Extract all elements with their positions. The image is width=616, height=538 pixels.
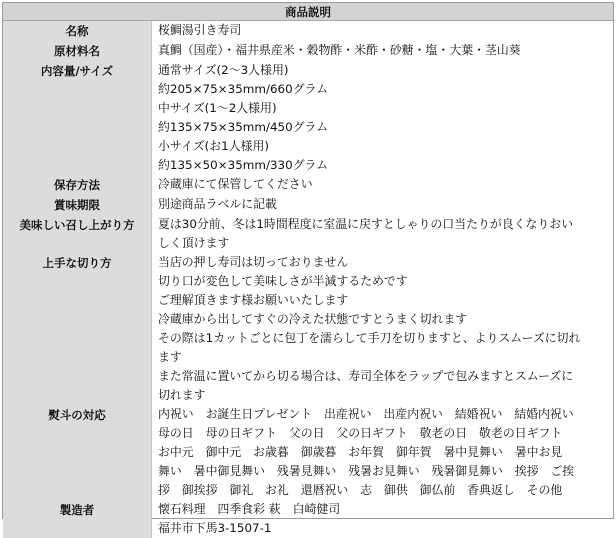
row-label [3, 175, 152, 195]
row-label-text: 製造者 [5, 501, 149, 520]
value-line: 福井市下馬3-1507-1 [158, 519, 611, 538]
table-row-expiry [3, 195, 613, 215]
value-line: 当店の押し寿司は切っておりません [158, 253, 611, 272]
value-line: 別途商品ラベルに記載 [158, 195, 611, 214]
value-line: 小サイズ(お1人様用) [158, 137, 611, 156]
value-line: 約135×75×35mm/450グラム [158, 118, 611, 137]
product-description-panel [2, 2, 614, 519]
value-line: 内祝い お誕生日プレゼント 出産祝い 出産内祝い 結婚祝い 結婚内祝い [158, 405, 611, 424]
value-line: 舞い 暑中御見舞い 残暑見舞い 残暑お見舞い 残暑御見舞い 挨拶 ご挨 [158, 462, 611, 481]
row-value [152, 195, 614, 215]
row-value [152, 61, 614, 175]
row-label-text: 原材料名 [5, 42, 149, 61]
value-line: ます [158, 348, 611, 367]
table-row-storage [3, 175, 613, 195]
table-row-how-to-eat [3, 215, 613, 253]
row-label [3, 500, 152, 538]
value-line: 約205×75×35mm/660グラム [158, 80, 611, 99]
row-label [3, 405, 152, 500]
row-label [3, 253, 152, 405]
value-line: 真鯛（国産）・福井県産米・穀物酢・米酢・砂糖・塩・大葉・茎山葵 [158, 41, 611, 60]
value-line: また常温に置いてから切る場合は、寿司全体をラップで包みますとスムーズに [158, 367, 611, 386]
table-row-noshi [3, 405, 613, 500]
row-label [3, 61, 152, 175]
value-line: その際は1カットごとに包丁を濡らして手刀を切りますと、よりスムーズに切れ [158, 329, 611, 348]
product-description-table [3, 3, 613, 538]
value-line: 夏は30分前、冬は1時間程度に室温に戻すとしゃりの口当たりが良くなりおい [158, 215, 611, 234]
row-label-text: 美味しい召し上がり方 [5, 216, 149, 235]
value-line: 切れます [158, 386, 611, 405]
table-row-manufacturer [3, 500, 613, 538]
row-label [3, 41, 152, 61]
table-body [3, 21, 613, 538]
value-line: 冷蔵庫にて保管してください [158, 175, 611, 194]
table-row-how-to-cut [3, 253, 613, 405]
row-label-text: 名称 [5, 22, 149, 41]
row-label [3, 21, 152, 42]
row-label [3, 195, 152, 215]
value-line: 桜鯛湯引き寿司 [158, 21, 611, 40]
table-row-ingredients [3, 41, 613, 61]
table-row-name [3, 21, 613, 42]
value-line: 懐石料理 四季食彩 萩 白崎健司 [158, 500, 611, 519]
value-line: 切り口が変色して美味しさが半減するためです [158, 272, 611, 291]
row-label-text: 上手な切り方 [5, 254, 149, 273]
row-value [152, 405, 614, 500]
row-label-text: 賞味期限 [5, 196, 149, 215]
row-value [152, 41, 614, 61]
value-line: しく頂けます [158, 234, 611, 253]
row-value [152, 175, 614, 195]
table-row-size [3, 61, 613, 175]
value-line: 冷蔵庫から出してすぐの冷えた状態ですとうまく切れます [158, 310, 611, 329]
value-line: お中元 御中元 お歳暮 御歳暮 お年賀 御年賀 暑中見舞い 暑中お見 [158, 443, 611, 462]
row-label-text: 内容量/サイズ [5, 62, 149, 81]
row-value [152, 253, 614, 405]
table-title: 商品説明 [3, 3, 613, 21]
value-line: 中サイズ(1～2人様用) [158, 99, 611, 118]
row-label-text: 熨斗の対応 [5, 406, 149, 425]
row-value [152, 500, 614, 538]
row-value [152, 215, 614, 253]
value-line: 拶 御挨拶 御礼 お礼 還暦祝い 志 御供 御仏前 香典返し その他 [158, 481, 611, 500]
row-value [152, 21, 614, 42]
value-line: 母の日 母の日ギフト 父の日 父の日ギフト 敬老の日 敬老の日ギフト [158, 424, 611, 443]
value-line: 通常サイズ(2～3人様用) [158, 61, 611, 80]
row-label-text: 保存方法 [5, 176, 149, 195]
value-line: 約135×50×35mm/330グラム [158, 156, 611, 175]
row-label [3, 215, 152, 253]
value-line: ご理解頂きます様お願いいたします [158, 291, 611, 310]
